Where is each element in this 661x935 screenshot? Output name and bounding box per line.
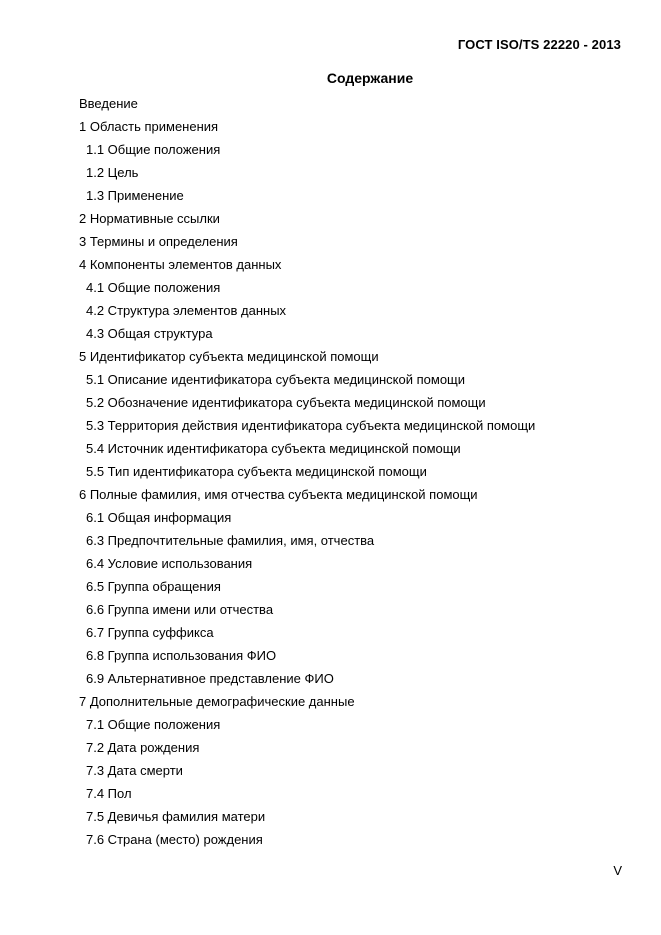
toc-entry[interactable]: 4 Компоненты элементов данных [79, 257, 282, 272]
toc-entry[interactable]: 7 Дополнительные демографические данные [79, 694, 355, 709]
toc-entry[interactable]: 6.9 Альтернативное представление ФИО [86, 671, 334, 686]
toc-entry[interactable]: 6.7 Группа суффикса [86, 625, 214, 640]
table-of-contents [79, 94, 535, 853]
toc-entry[interactable]: 5.4 Источник идентификатора субъекта медицинской помощи [86, 441, 461, 456]
toc-entry[interactable]: 7.2 Дата рождения [86, 740, 200, 755]
toc-entry[interactable]: 6.1 Общая информация [86, 510, 232, 525]
toc-entry[interactable]: 5.2 Обозначение идентификатора субъекта медицинской помощи [86, 395, 486, 410]
toc-entry[interactable]: 7.3 Дата смерти [86, 763, 183, 778]
toc-entry[interactable]: Введение [79, 96, 138, 111]
toc-entry[interactable]: 6.3 Предпочтительные фамилия, имя, отчества [86, 533, 375, 548]
toc-entry[interactable]: 6.8 Группа использования ФИО [86, 648, 277, 663]
toc-entry[interactable]: 6.6 Группа имени или отчества [86, 602, 274, 617]
toc-entry[interactable]: 5.5 Тип идентификатора субъекта медицинской помощи [86, 464, 427, 479]
toc-entry[interactable]: 5.3 Территория действия идентификатора субъекта медицинской помощи [86, 418, 536, 433]
toc-entry[interactable]: 4.2 Структура элементов данных [86, 303, 287, 318]
toc-entry[interactable]: 6.4 Условие использования [86, 556, 253, 571]
toc-title: Содержание [326, 70, 414, 86]
toc-entry[interactable]: 1.2 Цель [86, 165, 139, 180]
toc-entry[interactable]: 7.5 Девичья фамилия матери [86, 809, 266, 824]
toc-entry[interactable]: 2 Нормативные ссылки [79, 211, 220, 226]
toc-entry[interactable]: 3 Термины и определения [79, 234, 238, 249]
toc-entry[interactable]: 5 Идентификатор субъекта медицинской помощи [79, 349, 379, 364]
toc-entry[interactable]: 5.1 Описание идентификатора субъекта медицинской помощи [86, 372, 466, 387]
toc-entry[interactable]: 6 Полные фамилия, имя отчества субъекта медицинской помощи [79, 487, 478, 502]
toc-entry[interactable]: 6.5 Группа обращения [86, 579, 221, 594]
toc-entry[interactable]: 7.1 Общие положения [86, 717, 221, 732]
document-id: ГОСТ ISO/TS 22220 - 2013 [457, 37, 621, 52]
page-number: V [613, 863, 622, 878]
toc-entry[interactable]: 7.6 Страна (место) рождения [86, 832, 263, 847]
toc-entry[interactable]: 1.1 Общие положения [86, 142, 221, 157]
toc-entry[interactable]: 4.1 Общие положения [86, 280, 221, 295]
toc-entry[interactable]: 1.3 Применение [86, 188, 184, 203]
toc-entry[interactable]: 7.4 Пол [86, 786, 132, 801]
toc-entry[interactable]: 1 Область применения [79, 119, 219, 134]
toc-entry[interactable]: 4.3 Общая структура [86, 326, 213, 341]
